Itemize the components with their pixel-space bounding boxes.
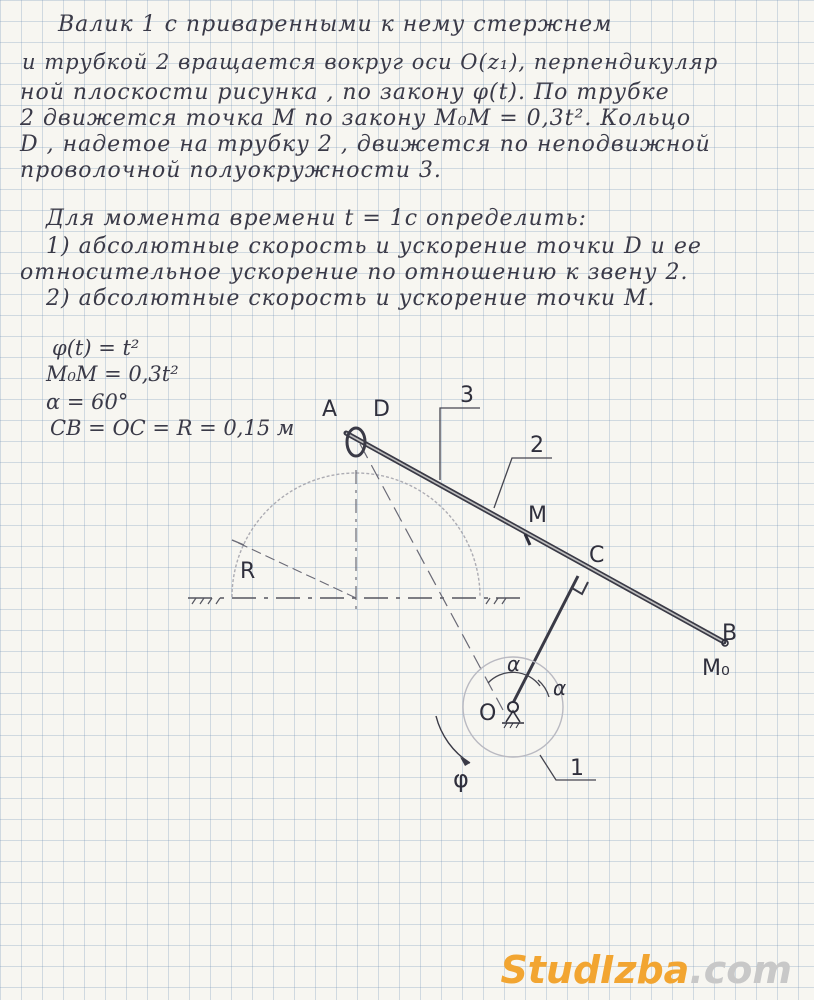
task-line-3: относительное ускорение по отношению к звену 2. — [20, 260, 689, 285]
label-phi: φ — [453, 765, 469, 793]
label-2: 2 — [530, 433, 544, 458]
problem-line-4: 2 движется точка M по закону M₀M = 0,3t². Кольцо — [20, 106, 692, 131]
label-c: C — [589, 543, 605, 568]
label-alpha-1: α — [507, 652, 521, 676]
label-r: R — [240, 559, 256, 584]
dashed-line-d-o — [360, 444, 503, 710]
given-alpha: α = 60° — [46, 390, 129, 414]
task-line-1: Для момента времени t = 1c определить: — [46, 206, 587, 231]
label-3: 3 — [460, 383, 474, 408]
studizba-watermark — [500, 948, 792, 992]
leader-3 — [440, 408, 480, 480]
problem-line-1: Валик 1 с приваренными к нему стержнем — [58, 12, 613, 37]
problem-line-5: D , надетое на трубку 2 , движется по неподвижной — [20, 132, 711, 157]
given-radius: CB = OC = R = 0,15 м — [50, 416, 295, 440]
right-support-hatch — [486, 598, 506, 604]
left-support-hatch — [192, 598, 220, 604]
given-phi: φ(t) = t² — [52, 336, 140, 360]
task-line-4: 2) абсолютные скорость и ускорение точки M. — [46, 286, 656, 311]
label-m0: M₀ — [702, 656, 730, 681]
rotation-arrow — [436, 716, 470, 763]
label-d: D — [373, 397, 390, 422]
leader-2 — [494, 458, 552, 508]
label-a: A — [322, 397, 338, 422]
leader-1 — [540, 755, 596, 780]
label-m: M — [528, 503, 547, 528]
task-line-2: 1) абсолютные скорость и ускорение точки D и ее — [46, 234, 702, 259]
label-b: B — [722, 621, 738, 646]
problem-line-3: ной плоскости рисунка , по закону φ(t). По трубке — [20, 80, 670, 105]
rod-oc — [513, 576, 578, 703]
watermark-main: StudIzba — [500, 948, 690, 992]
alpha-arc-2 — [538, 680, 549, 697]
label-o: O — [479, 701, 497, 726]
problem-line-6: проволочной полуокружности 3. — [20, 158, 442, 183]
label-alpha-2: α — [553, 676, 567, 700]
watermark-suffix: .com — [689, 948, 792, 992]
label-1: 1 — [570, 756, 584, 781]
given-m0m: M₀M = 0,3t² — [46, 362, 179, 386]
problem-line-2: и трубкой 2 вращается вокруг оси O(z₁), перпендикуляр — [22, 50, 719, 74]
